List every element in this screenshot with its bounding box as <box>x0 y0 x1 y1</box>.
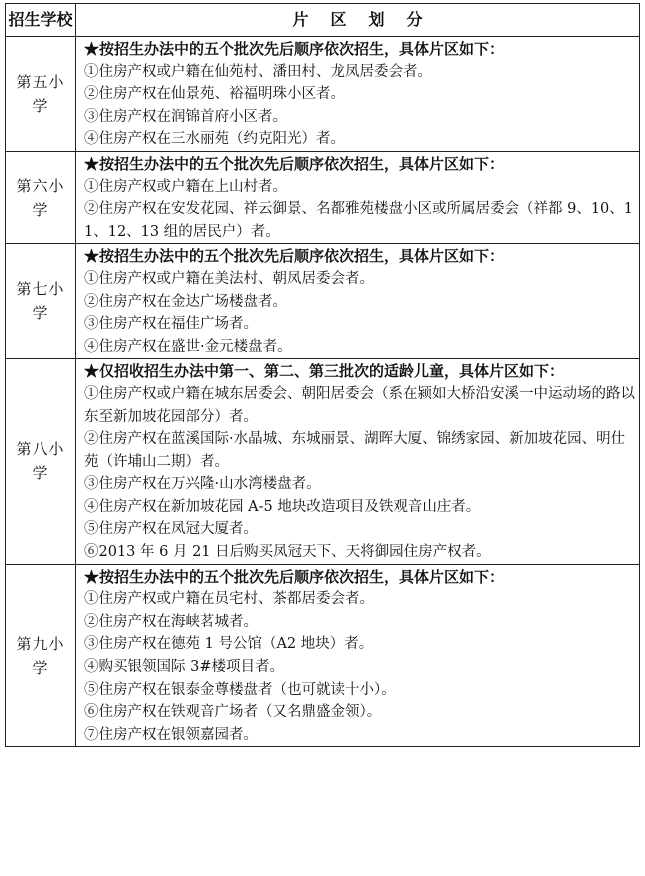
zone-item: ②住房产权在海峡茗城者。 <box>84 613 258 630</box>
zone-item: ②住房产权在金达广场楼盘者。 <box>84 293 287 310</box>
zone-title: ★按招生办法中的五个批次先后顺序依次招生，具体片区如下： <box>84 40 505 58</box>
zone-item: ①住房产权或户籍在城东居委会、朝阳居委会（系在颍如大桥沿安溪一中运动场的路以东至新加坡花园部分）者。 <box>84 385 635 425</box>
area-column-header <box>76 4 640 37</box>
school-cell <box>6 359 76 564</box>
school-name: 第五小学 <box>16 72 65 115</box>
school-column-header-text: 招生学校 <box>8 10 73 29</box>
school-name: 第九小学 <box>16 634 65 677</box>
zone-item: ⑥2013 年 6 月 21 日后购买凤冠天下、天将御园住房产权者。 <box>84 544 491 561</box>
zone-title: ★按招生办法中的五个批次先后顺序依次招生，具体片区如下： <box>84 567 505 586</box>
zone-item: ①住房产权或户籍在员宅村、茶都居委会者。 <box>84 591 374 608</box>
zone-item: ④住房产权在新加坡花园 A-5 地块改造项目及铁观音山庄者。 <box>84 498 481 515</box>
school-cell <box>6 151 76 243</box>
zone-item: ①住房产权或户籍在美法村、朝凤居委会者。 <box>84 270 374 287</box>
zone-item: ⑤住房产权在凤冠大厦者。 <box>84 521 258 538</box>
school-name: 第六小学 <box>16 176 65 219</box>
zone-item: ①住房产权或户籍在上山村者。 <box>84 178 287 195</box>
school-name: 第八小学 <box>16 440 65 483</box>
table-row <box>6 359 640 564</box>
zone-item: ④住房产权在三水丽苑（约克阳光）者。 <box>84 131 345 148</box>
school-name: 第七小学 <box>16 280 65 323</box>
table-row <box>6 564 640 747</box>
table-row <box>6 37 640 152</box>
table-row <box>6 151 640 243</box>
zone-item: ④住房产权在盛世·金元楼盘者。 <box>84 338 292 355</box>
area-column-header-text: 片区划分 <box>292 10 445 29</box>
zone-title: ★按招生办法中的五个批次先后顺序依次招生，具体片区如下： <box>84 154 505 173</box>
zone-item: ④购买银领国际 3#楼项目者。 <box>84 659 284 676</box>
school-column-header <box>6 4 76 37</box>
zone-item: ⑥住房产权在铁观音广场者（又名鼎盛金领）。 <box>84 704 382 721</box>
zone-cell <box>76 564 640 747</box>
zone-cell <box>76 244 640 359</box>
zone-item: ③住房产权在万兴隆·山水湾楼盘者。 <box>84 476 321 493</box>
school-cell <box>6 37 76 152</box>
zone-item: ②住房产权在安发花园、祥云御景、名都雅苑楼盘小区或所属居委会（祥都 9、10、11、12、13 组的居民户）者。 <box>84 201 634 240</box>
enrollment-zone-table <box>5 3 640 747</box>
school-cell <box>6 244 76 359</box>
zone-title: ★按招生办法中的五个批次先后顺序依次招生，具体片区如下： <box>84 247 505 266</box>
header-row <box>6 4 640 37</box>
school-cell <box>6 564 76 747</box>
zone-item: ⑦住房产权在银领嘉园者。 <box>84 726 258 743</box>
zone-title: ★仅招收招生办法中第一、第二、第三批次的适龄儿童，具体片区如下： <box>84 362 565 381</box>
zone-item: ③住房产权在福佳广场者。 <box>84 316 258 333</box>
zone-cell <box>76 37 640 152</box>
zone-item: ⑤住房产权在银泰金尊楼盘者（也可就读十小）。 <box>84 681 396 698</box>
zone-item: ②住房产权在仙景苑、裕福明珠小区者。 <box>84 86 345 103</box>
zone-item: ①住房产权或户籍在仙苑村、潘田村、龙凤居委会者。 <box>84 63 432 80</box>
zone-item: ③住房产权在润锦首府小区者。 <box>84 108 287 125</box>
zone-cell <box>76 151 640 243</box>
zone-item: ③住房产权在德苑 1 号公馆（A2 地块）者。 <box>84 636 374 653</box>
zone-cell <box>76 359 640 564</box>
table-row <box>6 244 640 359</box>
zone-item: ②住房产权在蓝溪国际·水晶城、东城丽景、湖晖大厦、锦绣家园、新加坡花园、明仕苑（许埔山二期）者。 <box>84 431 626 470</box>
